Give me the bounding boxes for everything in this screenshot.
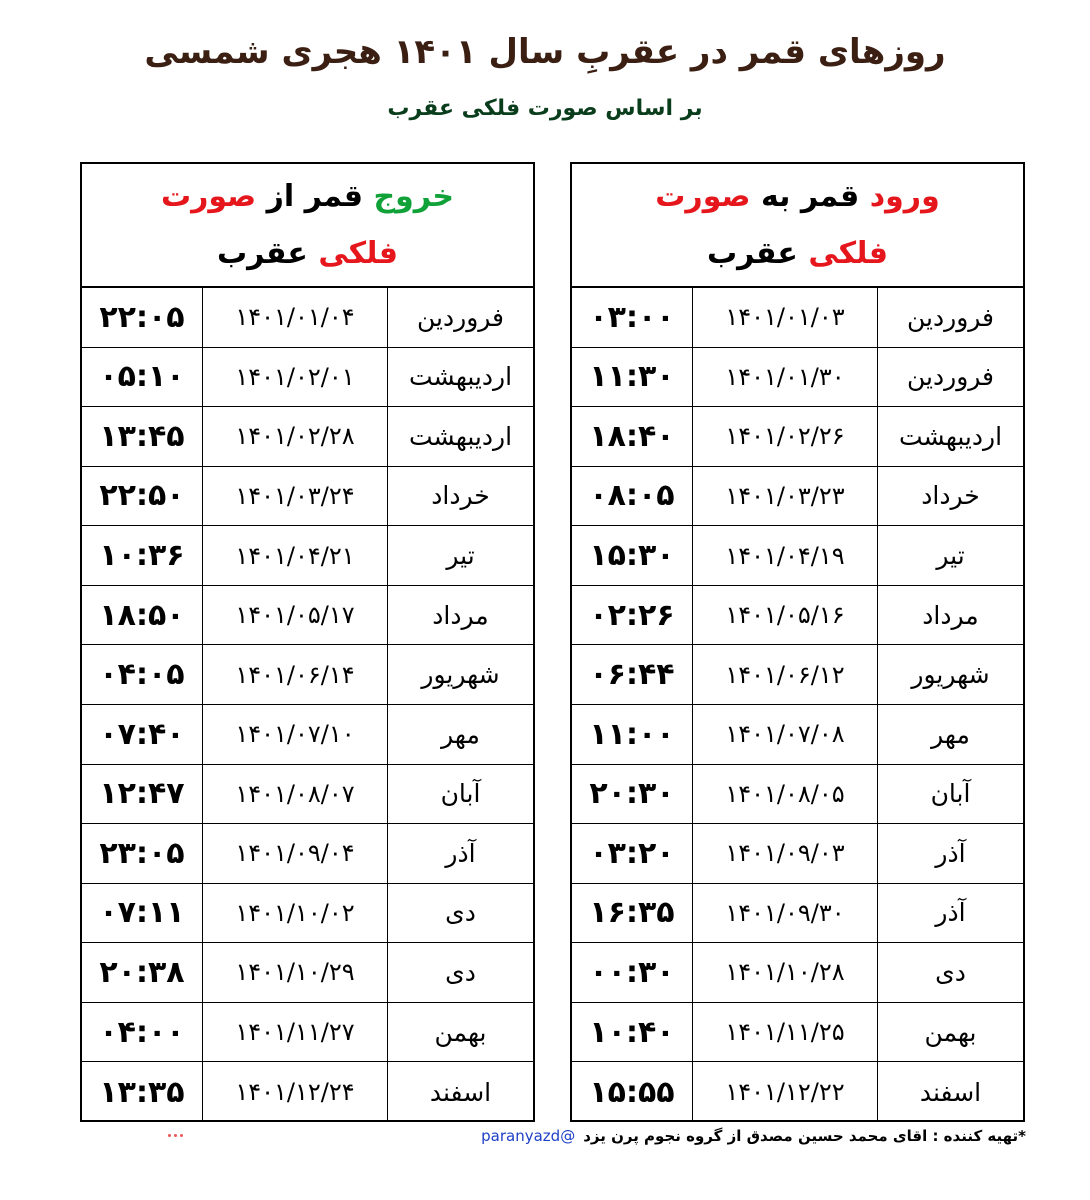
month-cell: شهریور	[911, 660, 990, 690]
entry-header-word-to: به	[760, 179, 791, 214]
page-title: روزهای قمر در عقربِ سال ۱۴۰۱ هجری شمسی	[144, 32, 946, 72]
month-cell: تیر	[446, 541, 475, 571]
month-cell: فروردین	[907, 302, 995, 332]
time-cell: ۲۰:۳۸	[82, 943, 203, 1002]
month-cell: دی	[445, 957, 476, 987]
time-cell: ۰۶:۴۴	[572, 645, 693, 704]
table-row	[82, 645, 533, 705]
date-cell: ۱۴۰۱/۰۳/۲۴	[203, 467, 388, 526]
month-cell: آذر	[445, 838, 476, 868]
month-cell: اسفند	[429, 1077, 492, 1107]
table-row	[82, 943, 533, 1003]
date-cell: ۱۴۰۱/۱۱/۲۵	[693, 1003, 878, 1062]
time-cell: ۰۴:۰۰	[82, 1003, 203, 1062]
exit-header-word-celestial: فلکی	[318, 236, 399, 271]
table-row	[572, 467, 1023, 527]
table-row	[82, 288, 533, 348]
table-row	[572, 1003, 1023, 1063]
exit-header-word-scorpio: عقرب	[216, 236, 308, 271]
time-cell: ۰۰:۳۰	[572, 943, 693, 1002]
month-cell: اسفند	[919, 1077, 982, 1107]
time-cell: ۲۲:۵۰	[82, 467, 203, 526]
date-cell: ۱۴۰۱/۰۷/۰۸	[693, 705, 878, 764]
page-subtitle: بر اساس صورت فلکی عقرب	[387, 96, 703, 121]
exit-table-body	[82, 288, 533, 1122]
exit-header-word-exit: خروج	[373, 179, 455, 214]
date-cell: ۱۴۰۱/۰۳/۲۳	[693, 467, 878, 526]
table-row	[82, 1003, 533, 1063]
month-cell: اردیبهشت	[898, 421, 1003, 451]
time-cell: ۰۵:۱۰	[82, 348, 203, 407]
month-cell: آبان	[440, 779, 481, 809]
decorative-dots	[168, 1134, 190, 1138]
exit-header-word-constellation: صورت	[160, 179, 257, 214]
month-cell: اردیبهشت	[408, 362, 513, 392]
table-row	[572, 943, 1023, 1003]
time-cell: ۱۶:۳۵	[572, 884, 693, 943]
table-row	[82, 765, 533, 825]
month-cell: فروردین	[417, 302, 505, 332]
month-cell: مهر	[931, 719, 970, 749]
table-row	[572, 824, 1023, 884]
time-cell: ۰۲:۲۶	[572, 586, 693, 645]
time-cell: ۱۸:۵۰	[82, 586, 203, 645]
date-cell: ۱۴۰۱/۰۸/۰۵	[693, 765, 878, 824]
date-cell: ۱۴۰۱/۱۰/۰۲	[203, 884, 388, 943]
table-row	[82, 407, 533, 467]
table-row	[572, 765, 1023, 825]
exit-header-word-from: از	[266, 179, 295, 214]
entry-table	[570, 162, 1025, 1122]
month-cell: مهر	[441, 719, 480, 749]
time-cell: ۱۳:۳۵	[82, 1062, 203, 1122]
table-row	[572, 407, 1023, 467]
table-row	[572, 348, 1023, 408]
table-row	[572, 586, 1023, 646]
table-row	[82, 348, 533, 408]
exit-header-word-moon: قمر	[304, 179, 364, 214]
table-row	[82, 1062, 533, 1122]
entry-table-body	[572, 288, 1023, 1122]
date-cell: ۱۴۰۱/۰۱/۰۳	[693, 288, 878, 347]
exit-table	[80, 162, 535, 1122]
date-cell: ۱۴۰۱/۰۲/۰۱	[203, 348, 388, 407]
month-cell: مرداد	[922, 600, 979, 630]
entry-header-word-celestial: فلکی	[808, 236, 889, 271]
month-cell: آذر	[935, 838, 966, 868]
entry-header-word-constellation: صورت	[655, 179, 751, 214]
date-cell: ۱۴۰۱/۱۰/۲۹	[203, 943, 388, 1002]
table-row	[572, 645, 1023, 705]
date-cell: ۱۴۰۱/۰۶/۱۴	[203, 645, 388, 704]
date-cell: ۱۴۰۱/۰۴/۱۹	[693, 526, 878, 585]
time-cell: ۱۱:۳۰	[572, 348, 693, 407]
month-cell: مرداد	[432, 600, 489, 630]
entry-table-header	[572, 164, 1023, 288]
table-row	[572, 526, 1023, 586]
time-cell: ۱۸:۴۰	[572, 407, 693, 466]
time-cell: ۰۷:۱۱	[82, 884, 203, 943]
time-cell: ۰۳:۰۰	[572, 288, 693, 347]
table-row	[82, 467, 533, 527]
date-cell: ۱۴۰۱/۰۷/۱۰	[203, 705, 388, 764]
date-cell: ۱۴۰۱/۰۹/۰۳	[693, 824, 878, 883]
month-cell: آبان	[930, 779, 971, 809]
table-row	[572, 288, 1023, 348]
table-row	[82, 586, 533, 646]
time-cell: ۱۰:۳۶	[82, 526, 203, 585]
date-cell: ۱۴۰۱/۰۵/۱۷	[203, 586, 388, 645]
month-cell: خرداد	[431, 481, 490, 511]
date-cell: ۱۴۰۱/۰۱/۳۰	[693, 348, 878, 407]
time-cell: ۱۵:۳۰	[572, 526, 693, 585]
month-cell: شهریور	[421, 660, 500, 690]
date-cell: ۱۴۰۱/۰۹/۳۰	[693, 884, 878, 943]
time-cell: ۱۵:۵۵	[572, 1062, 693, 1122]
date-cell: ۱۴۰۱/۰۲/۲۸	[203, 407, 388, 466]
time-cell: ۰۸:۰۵	[572, 467, 693, 526]
time-cell: ۰۴:۰۵	[82, 645, 203, 704]
month-cell: تیر	[936, 541, 965, 571]
credit-text: *تهیه کننده : اقای محمد حسین مصدق از گروه نجوم پرن یزد	[583, 1127, 1026, 1145]
social-handle[interactable]: @paranyazd	[481, 1127, 576, 1145]
month-cell: اردیبهشت	[408, 421, 513, 451]
exit-table-header	[82, 164, 533, 288]
date-cell: ۱۴۰۱/۱۲/۲۲	[693, 1062, 878, 1122]
date-cell: ۱۴۰۱/۱۲/۲۴	[203, 1062, 388, 1122]
time-cell: ۱۳:۴۵	[82, 407, 203, 466]
time-cell: ۲۲:۰۵	[82, 288, 203, 347]
table-row	[572, 884, 1023, 944]
table-row	[82, 705, 533, 765]
date-cell: ۱۴۰۱/۰۲/۲۶	[693, 407, 878, 466]
entry-header-word-moon: قمر	[800, 179, 860, 214]
month-cell: فروردین	[907, 362, 995, 392]
date-cell: ۱۴۰۱/۱۰/۲۸	[693, 943, 878, 1002]
month-cell: دی	[935, 957, 966, 987]
time-cell: ۲۰:۳۰	[572, 765, 693, 824]
date-cell: ۱۴۰۱/۰۶/۱۲	[693, 645, 878, 704]
time-cell: ۱۰:۴۰	[572, 1003, 693, 1062]
table-row	[82, 884, 533, 944]
time-cell: ۲۳:۰۵	[82, 824, 203, 883]
time-cell: ۰۳:۲۰	[572, 824, 693, 883]
date-cell: ۱۴۰۱/۰۱/۰۴	[203, 288, 388, 347]
table-row	[82, 824, 533, 884]
table-row	[82, 526, 533, 586]
time-cell: ۱۲:۴۷	[82, 765, 203, 824]
time-cell: ۱۱:۰۰	[572, 705, 693, 764]
month-cell: بهمن	[434, 1017, 487, 1047]
date-cell: ۱۴۰۱/۰۴/۲۱	[203, 526, 388, 585]
date-cell: ۱۴۰۱/۱۱/۲۷	[203, 1003, 388, 1062]
entry-header-word-entry: ورود	[869, 179, 940, 214]
time-cell: ۰۷:۴۰	[82, 705, 203, 764]
month-cell: دی	[445, 898, 476, 928]
date-cell: ۱۴۰۱/۰۵/۱۶	[693, 586, 878, 645]
table-row	[572, 705, 1023, 765]
date-cell: ۱۴۰۱/۰۹/۰۴	[203, 824, 388, 883]
entry-header-word-scorpio: عقرب	[706, 236, 798, 271]
month-cell: آذر	[935, 898, 966, 928]
month-cell: خرداد	[921, 481, 980, 511]
footer-credit	[481, 1127, 1026, 1145]
table-row	[572, 1062, 1023, 1122]
month-cell: بهمن	[924, 1017, 977, 1047]
date-cell: ۱۴۰۱/۰۸/۰۷	[203, 765, 388, 824]
